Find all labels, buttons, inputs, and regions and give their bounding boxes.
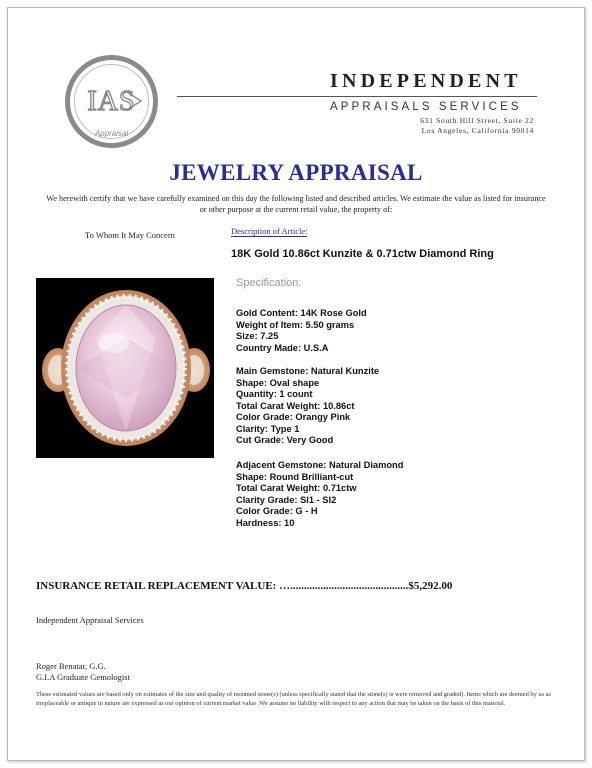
spec-line: Main Gemstone: Natural Kunzite	[236, 366, 380, 376]
logo-ring-text: Appraisal	[94, 129, 129, 138]
ias-logo-icon	[65, 55, 158, 148]
spec-line: Weight of Item: 5.50 grams	[236, 319, 355, 330]
spec-line: Gold Content: 14K Rose Gold	[236, 308, 367, 318]
spec-line: Total Carat Weight: 10.86ct	[236, 400, 355, 411]
spec-line: Cut Grade: Very Good	[236, 435, 334, 445]
spec-line: Hardness: 10	[236, 517, 295, 528]
signer-title: G.I.A Graduate Gemologist	[36, 672, 130, 682]
company-name: Independent Appraisal Services	[36, 615, 144, 625]
description-label-text: Description of Article:	[231, 226, 308, 236]
article-title: 18K Gold 10.86ct Kunzite & 0.71ctw Diamond Ring	[231, 248, 494, 260]
spec-line: Shape: Round Brilliant-cut	[236, 471, 354, 482]
ring-photo	[36, 278, 214, 458]
brand-name: INDEPENDENT	[330, 70, 522, 92]
signer-name: Roger Benatar, G.G.	[36, 661, 106, 671]
brand-subtitle: APPRAISALS SERVICES	[330, 101, 522, 113]
spec-line: Color Grade: G - H	[236, 506, 318, 516]
description-label	[231, 226, 307, 236]
spec-line: Country Made: U.S.A	[236, 342, 329, 353]
address-line-2: Los Angeles, California 90014	[421, 126, 534, 135]
spec-line: Shape: Oval shape	[236, 377, 320, 388]
document-title: JEWELRY APPRAISAL	[169, 160, 423, 185]
specification-label: Specification:	[236, 277, 302, 289]
spec-line: Size: 7.25	[236, 331, 279, 341]
spec-line: Adjacent Gemstone: Natural Diamond	[236, 460, 404, 470]
spec-line: Quantity: 1 count	[236, 389, 313, 399]
spec-line: Color Grade: Orangy Pink	[236, 412, 351, 422]
main-gemstone-specs	[236, 366, 379, 447]
recipient: To Whom It May Concern	[85, 230, 175, 240]
spec-line: Clarity Grade: SI1 - SI2	[236, 494, 337, 505]
logo-text: IAS	[87, 86, 136, 117]
header-rule	[177, 96, 537, 97]
address-line-1: 631 South Hill Street, Suite 22	[420, 116, 534, 125]
ring-photo-icon	[36, 278, 214, 458]
disclaimer: These estimated values are based only on estimates of the size and quality of mounted stone(s) (unless specifically stated that the stone(s) is were removed and graded). Items which are deemed by us as irreplaceable or antique in nature are expressed as our opinion of current market value .We assume no liability with respect to any action that may be taken on the basis of this material.	[36, 691, 551, 707]
spec-line: Total Carat Weight: 0.71ctw	[236, 483, 357, 493]
spec-line: Clarity: Type 1	[236, 423, 300, 434]
metal-specs	[236, 308, 367, 354]
certification-text: We herewith certify that we have carefully examined on this day the following listed and described articles. We estimate the value as listed for insurance or other purpose at the current retail value, the property of:	[46, 194, 546, 214]
adjacent-gemstone-specs	[236, 460, 403, 529]
insurance-value: INSURANCE RETAIL REPLACEMENT VALUE: …...........................................$5,292.00	[36, 580, 453, 592]
